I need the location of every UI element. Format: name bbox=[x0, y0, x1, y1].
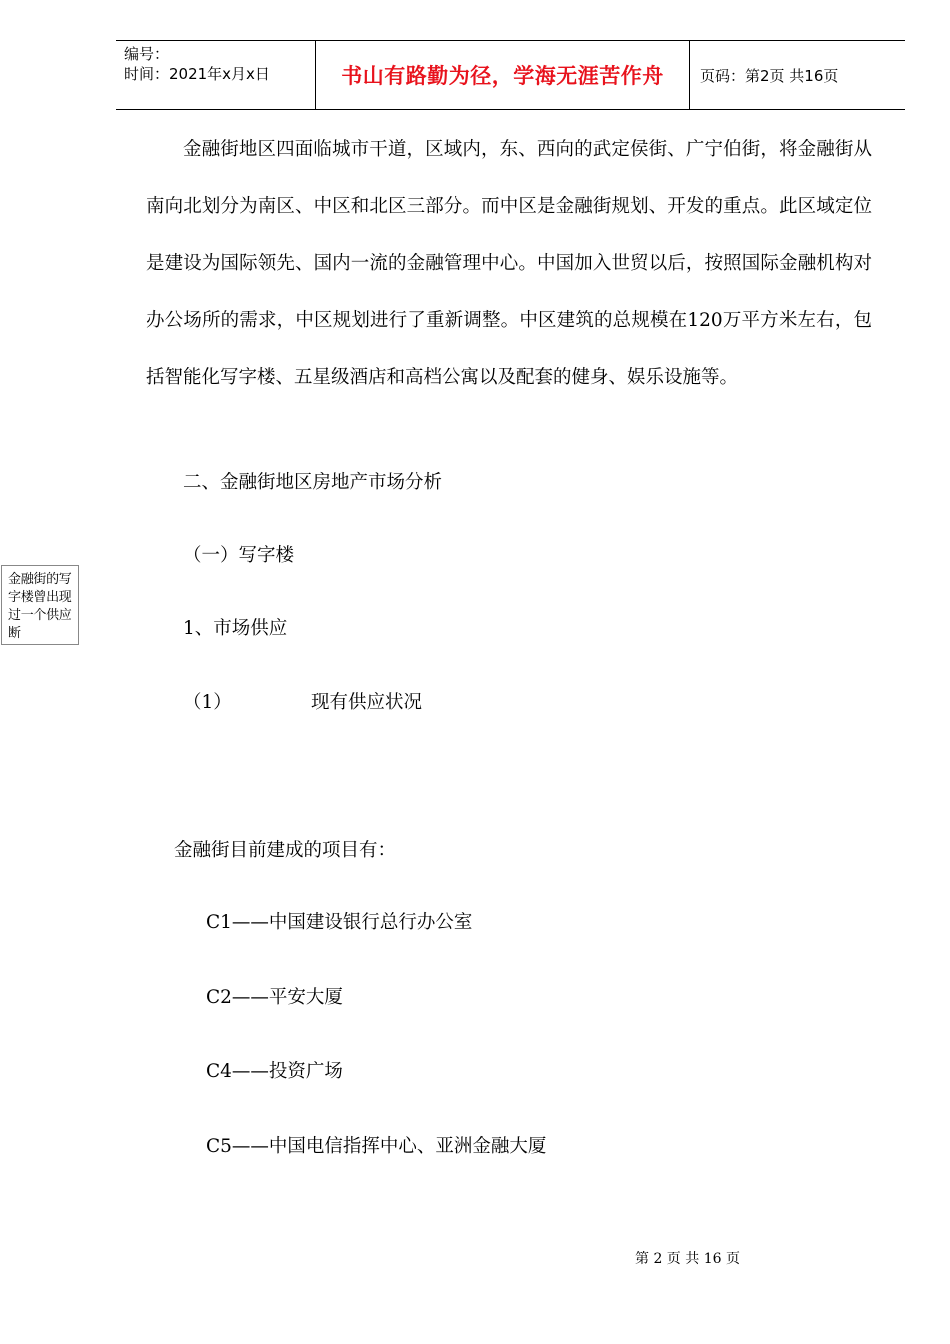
sub-item-number: （1） bbox=[183, 692, 232, 713]
time-label: 时间：2021年x月x日 bbox=[124, 65, 270, 83]
number-label: 编号： bbox=[124, 45, 170, 63]
subsection-heading: （一）写字楼 bbox=[183, 545, 295, 566]
list-item: C2——平安大厦 bbox=[206, 987, 343, 1008]
list-item: C1——中国建设银行总行办公室 bbox=[206, 912, 473, 933]
header-page-cell bbox=[690, 41, 905, 109]
intro-paragraph: 金融街地区四面临城市干道，区域内，东、西向的武定侯街、广宁伯街，将金融街从南向北划分为南区、中区和北区三部分。而中区是金融街规划、开发的重点。此区域定位是建设为国际领先、国内一流的金融管理中心。中国加入世贸以后，按照国际金融机构对办公场所的需求，中区规划进行了重新调整。中区建筑的总规模在120万平方米左右，包括智能化写字楼、五星级酒店和高档公寓以及配套的健身、娱乐设施等。 bbox=[146, 139, 872, 388]
projects-intro: 金融街目前建成的项目有： bbox=[174, 840, 397, 861]
list-item: C4——投资广场 bbox=[206, 1061, 343, 1082]
item-heading: 1、市场供应 bbox=[183, 618, 288, 639]
list-item: C5——中国电信指挥中心、亚洲金融大厦 bbox=[206, 1136, 547, 1157]
header-page-info: 页码：第2页 共16页 bbox=[700, 66, 839, 85]
margin-comment: 金融街的写字楼曾出现过一个供应断 bbox=[1, 565, 79, 645]
header-meta-cell bbox=[116, 41, 316, 109]
sub-item-title: 现有供应状况 bbox=[311, 692, 423, 713]
page-footer: 第 2 页 共 16 页 bbox=[635, 1251, 740, 1267]
page-header bbox=[116, 40, 905, 110]
section-heading: 二、金融街地区房地产市场分析 bbox=[183, 472, 443, 493]
motto-text: 书山有路勤为径，学海无涯苦作舟 bbox=[341, 64, 664, 88]
header-motto-cell bbox=[316, 41, 690, 109]
